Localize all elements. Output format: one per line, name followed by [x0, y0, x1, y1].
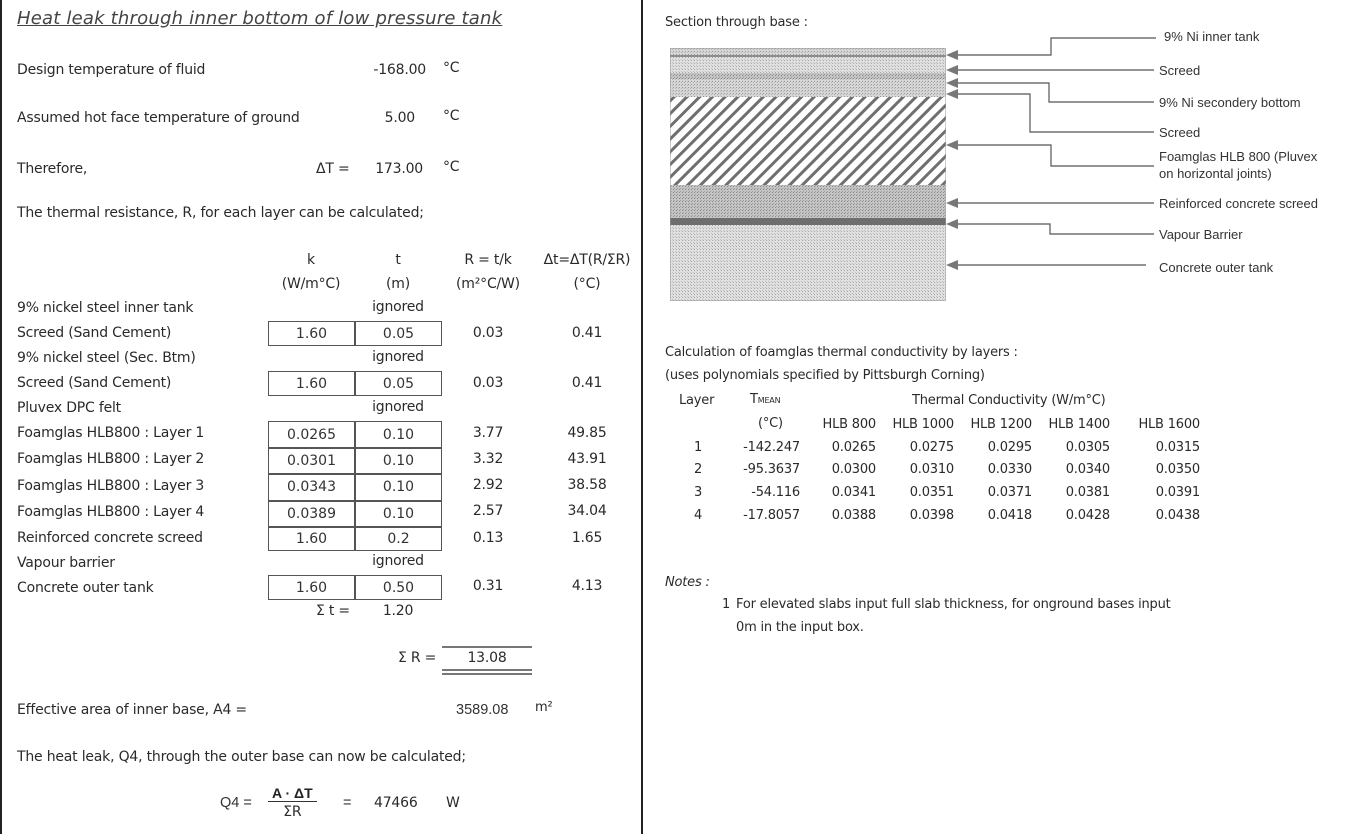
- conductivity-value: 0.0265: [831, 440, 876, 455]
- arrow-icon: [946, 140, 958, 150]
- note-text-line1: For elevated slabs input full slab thickness, for onground bases input: [736, 597, 1171, 612]
- conductivity-value: 0.0305: [1065, 440, 1110, 455]
- label-reinforced-concrete: Reinforced concrete screed: [1159, 196, 1318, 211]
- t-input[interactable]: 0.05: [382, 375, 415, 392]
- dt-value: 0.41: [571, 375, 603, 391]
- calc-subtitle: (uses polynomials specified by Pittsburgh Corning): [665, 368, 985, 383]
- arrow-icon: [946, 219, 958, 229]
- conductivity-value: 0.0340: [1065, 462, 1110, 477]
- label-screed-2: Screed: [1159, 125, 1201, 140]
- dt-value: 1.65: [571, 530, 603, 546]
- layer-ignored: ignored: [372, 299, 424, 315]
- callout-screed-2: [956, 94, 1154, 132]
- sum-r-value: 13.08: [467, 650, 507, 666]
- layer-name: Foamglas HLB800 : Layer 3: [17, 478, 205, 494]
- col-dt-unit: (°C): [573, 276, 601, 292]
- delta-t-symbol: ΔT =: [316, 161, 350, 177]
- note-text-line2: 0m in the input box.: [736, 620, 864, 635]
- label-vapour-barrier: Vapour Barrier: [1159, 227, 1243, 242]
- col-tmean-unit: (°C): [758, 416, 783, 431]
- formula-equals: =: [343, 795, 352, 811]
- col-dt-header: Δt=ΔT(R/ΣR): [543, 252, 631, 268]
- arrow-icon: [946, 65, 958, 75]
- t-input[interactable]: 0.10: [382, 479, 415, 495]
- arrow-icon: [946, 260, 958, 270]
- col-r-header: R = t/k: [464, 252, 512, 268]
- tmean-value: -142.247: [743, 440, 800, 455]
- hot-face-temp-value: 5.00: [384, 110, 415, 126]
- grade-header: HLB 1400: [1048, 417, 1110, 432]
- k-input[interactable]: 1.60: [295, 579, 328, 596]
- formula-denominator: ΣR: [283, 804, 302, 820]
- layer-concrete-outer: [670, 225, 946, 301]
- layer-name: Reinforced concrete screed: [17, 530, 203, 546]
- t-input[interactable]: 0.10: [382, 505, 415, 522]
- conductivity-value: 0.0381: [1065, 485, 1110, 500]
- k-input[interactable]: 1.60: [295, 325, 328, 342]
- sum-t-value: 1.20: [382, 603, 414, 619]
- label-secondary-bottom: 9% Ni secondery bottom: [1159, 95, 1301, 110]
- t-input[interactable]: 0.50: [382, 579, 415, 596]
- layer-input-row: [268, 371, 442, 396]
- heat-leak-value: 47466: [374, 795, 418, 811]
- tmean-value: -17.8057: [743, 508, 800, 523]
- layer-name: Vapour barrier: [17, 555, 115, 571]
- callout-secondary-bottom: [956, 83, 1154, 102]
- conductivity-value: 0.0351: [909, 485, 954, 500]
- conductivity-value: 0.0350: [1155, 462, 1200, 477]
- page-title: Heat leak through inner bottom of low pressure tank: [17, 8, 503, 29]
- grade-header: HLB 1600: [1138, 417, 1200, 432]
- layer-name: Foamglas HLB800 : Layer 1: [17, 425, 205, 441]
- r-value: 2.57: [472, 503, 504, 519]
- layer-vapour-barrier: [670, 218, 946, 225]
- dt-value: 43.91: [567, 451, 607, 467]
- design-temp-label: Design temperature of fluid: [17, 62, 206, 78]
- k-input[interactable]: 1.60: [295, 375, 328, 392]
- layer-ignored: ignored: [372, 349, 424, 365]
- col-k-unit: (W/m°C): [281, 276, 341, 292]
- col-k-header: k: [307, 252, 315, 268]
- t-input[interactable]: 0.05: [382, 325, 415, 342]
- formula-lhs: Q4 =: [220, 795, 252, 811]
- layer-input-row: [268, 526, 442, 551]
- r-value: 0.03: [472, 375, 504, 391]
- base-section-diagram: [670, 48, 946, 301]
- hot-face-temp-label: Assumed hot face temperature of ground: [17, 110, 300, 126]
- arrow-icon: [946, 89, 958, 99]
- layer-name: Screed (Sand Cement): [17, 325, 172, 341]
- col-t-header: t: [395, 252, 401, 268]
- layer-inner-tank-line: [670, 55, 946, 57]
- r-value: 3.32: [472, 451, 504, 467]
- layer-name: 9% nickel steel inner tank: [17, 300, 194, 316]
- dt-value: 38.58: [567, 477, 607, 493]
- callout-vapour-barrier: [956, 224, 1154, 234]
- k-input[interactable]: 0.0301: [287, 452, 336, 469]
- sum-r-label: Σ R =: [398, 650, 437, 666]
- notes-title: Notes :: [665, 575, 710, 590]
- r-value: 2.92: [472, 477, 504, 493]
- diagram-callouts: [946, 30, 1161, 280]
- dt-value: 0.41: [571, 325, 603, 341]
- layer-ignored: ignored: [372, 399, 424, 415]
- conductivity-value: 0.0428: [1065, 508, 1110, 523]
- label-concrete-outer: Concrete outer tank: [1159, 260, 1274, 275]
- formula-fraction: [268, 785, 317, 820]
- grade-header: HLB 800: [822, 417, 876, 432]
- conductivity-value: 0.0330: [987, 462, 1032, 477]
- t-input[interactable]: 0.10: [382, 426, 415, 443]
- r-value: 0.03: [472, 325, 504, 341]
- conductivity-value: 0.0275: [909, 440, 954, 455]
- layer-name: Screed (Sand Cement): [17, 375, 172, 391]
- heat-leak-intro: The heat leak, Q4, through the outer base can now be calculated;: [17, 749, 466, 765]
- area-label: Effective area of inner base, A4 =: [17, 702, 247, 718]
- layer-name: Foamglas HLB800 : Layer 4: [17, 504, 205, 520]
- callout-inner-tank: [956, 38, 1156, 55]
- layer-foamglas: [670, 97, 946, 185]
- therefore-label: Therefore,: [17, 161, 88, 177]
- t-input[interactable]: 0.10: [382, 452, 415, 469]
- layer-secondary-bottom: [670, 73, 946, 79]
- r-value: 0.31: [472, 578, 504, 594]
- arrow-icon: [946, 50, 958, 60]
- grade-header: HLB 1200: [970, 417, 1032, 432]
- delta-t-unit: °C: [443, 159, 460, 175]
- conductivity-value: 0.0341: [831, 485, 876, 500]
- label-screed-1: Screed: [1159, 63, 1201, 78]
- resistance-intro: The thermal resistance, R, for each layer can be calculated;: [17, 205, 424, 221]
- heat-leak-unit: W: [446, 795, 460, 811]
- conductivity-value: 0.0310: [909, 462, 954, 477]
- k-input[interactable]: 0.0265: [287, 426, 336, 443]
- t-input[interactable]: 0.2: [387, 530, 410, 547]
- conductivity-value: 0.0371: [987, 485, 1032, 500]
- tmean-value: -54.116: [751, 485, 800, 500]
- conductivity-group-header: Thermal Conductivity (W/m°C): [912, 393, 1106, 408]
- label-foamglas-line2: on horizontal joints): [1159, 166, 1272, 181]
- left-border: [0, 0, 2, 834]
- arrow-icon: [946, 78, 958, 88]
- foamglas-input-group: [268, 421, 442, 528]
- grade-header: HLB 1000: [892, 417, 954, 432]
- layer-number: 1: [693, 440, 703, 455]
- conductivity-value: 0.0295: [987, 440, 1032, 455]
- calc-title: Calculation of foamglas thermal conductivity by layers :: [665, 345, 1018, 360]
- sum-t-label: Σ t =: [316, 603, 350, 619]
- conductivity-value: 0.0418: [987, 508, 1032, 523]
- layer-input-row: [268, 321, 442, 346]
- r-value: 3.77: [472, 425, 504, 441]
- col-tmean-header: TMEAN: [750, 392, 781, 407]
- note-number: 1: [722, 597, 731, 612]
- callout-foamglas: [956, 145, 1154, 166]
- delta-t-value: 173.00: [375, 161, 423, 177]
- layer-input-row: [268, 575, 442, 600]
- area-unit: m²: [535, 700, 553, 715]
- col-t-unit: (m): [386, 276, 410, 292]
- hot-face-temp-unit: °C: [443, 108, 460, 124]
- layer-number: 3: [693, 485, 703, 500]
- tmean-value: -95.3637: [743, 462, 800, 477]
- arrow-icon: [946, 198, 958, 208]
- page-divider: [641, 0, 643, 834]
- conductivity-value: 0.0300: [831, 462, 876, 477]
- conductivity-value: 0.0398: [909, 508, 954, 523]
- layer-screed-1: [670, 57, 946, 73]
- layer-number: 2: [693, 462, 703, 477]
- layer-name: Foamglas HLB800 : Layer 2: [17, 451, 205, 467]
- conductivity-value: 0.0391: [1155, 485, 1200, 500]
- design-temp-value: -168.00: [373, 62, 426, 78]
- layer-name: 9% nickel steel (Sec. Btm): [17, 350, 196, 366]
- k-input[interactable]: 0.0343: [287, 479, 336, 495]
- label-inner-tank: 9% Ni inner tank: [1164, 29, 1260, 44]
- dt-value: 34.04: [567, 503, 607, 519]
- k-input[interactable]: 1.60: [295, 530, 328, 547]
- area-value: 3589.08: [456, 702, 509, 718]
- conductivity-value: 0.0388: [831, 508, 876, 523]
- k-input[interactable]: 0.0389: [287, 505, 336, 522]
- conductivity-value: 0.0438: [1155, 508, 1200, 523]
- section-title: Section through base :: [665, 15, 808, 30]
- layer-reinforced-concrete: [670, 185, 946, 218]
- col-layer-header: Layer: [679, 393, 715, 408]
- layer-number: 4: [693, 508, 703, 523]
- dt-value: 4.13: [571, 578, 603, 594]
- layer-name: Pluvex DPC felt: [17, 400, 121, 416]
- conductivity-value: 0.0315: [1155, 440, 1200, 455]
- layer-inner-tank: [670, 48, 946, 55]
- layer-screed-2: [670, 79, 946, 97]
- dt-value: 49.85: [567, 425, 607, 441]
- formula-numerator: A · ΔT: [268, 785, 317, 802]
- r-value: 0.13: [472, 530, 504, 546]
- col-r-unit: (m²°C/W): [456, 276, 520, 292]
- design-temp-unit: °C: [443, 60, 460, 76]
- layer-name: Concrete outer tank: [17, 580, 154, 596]
- label-foamglas-line1: Foamglas HLB 800 (Pluvex: [1159, 149, 1318, 164]
- layer-ignored: ignored: [372, 553, 424, 569]
